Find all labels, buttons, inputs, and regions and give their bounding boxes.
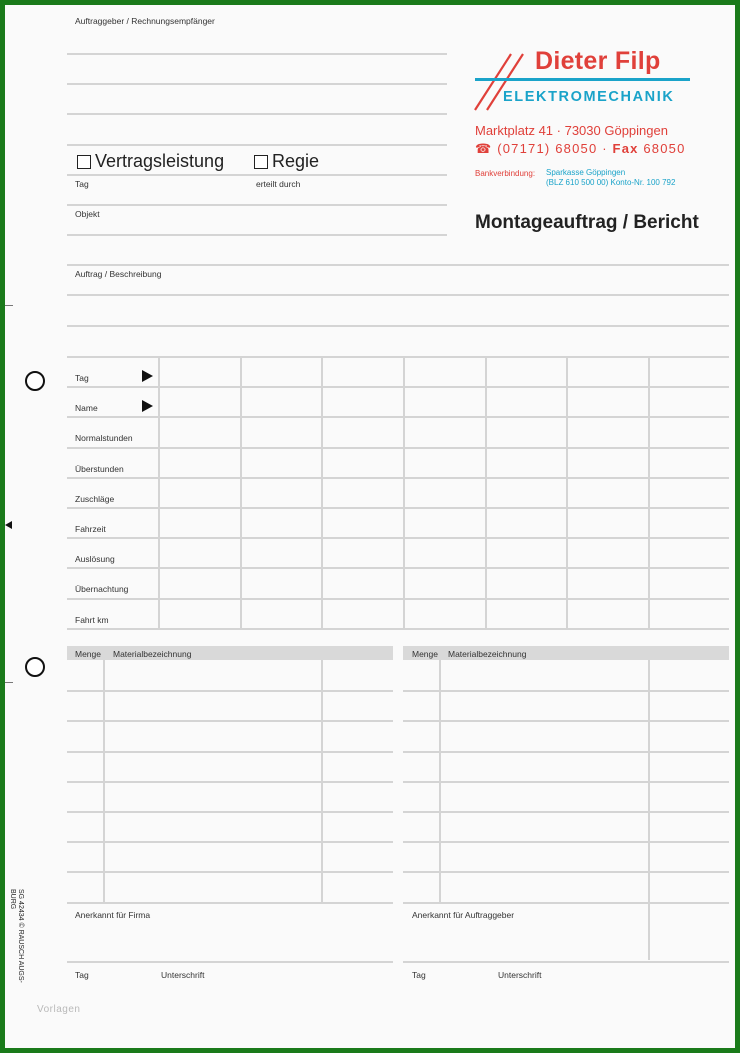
material-left-row[interactable] (67, 813, 393, 840)
time-cell[interactable] (405, 479, 484, 506)
time-cell[interactable] (160, 600, 239, 627)
time-row-label: Übernachtung (75, 584, 129, 594)
material-left-menge: Menge (75, 649, 101, 659)
time-cell[interactable] (568, 569, 647, 596)
time-row-label: Name (75, 403, 98, 413)
time-cell[interactable] (487, 539, 565, 566)
time-cell[interactable] (160, 388, 239, 415)
sign-left-tag: Tag (75, 970, 89, 980)
time-cell[interactable] (160, 509, 239, 536)
sign-left-unterschrift: Unterschrift (161, 970, 205, 980)
time-cell[interactable] (568, 418, 647, 445)
time-cell[interactable] (242, 418, 320, 445)
tag-line (67, 174, 447, 176)
fold-mark-bottom (5, 682, 13, 683)
objekt-top-line (67, 204, 447, 206)
company-name: Dieter Filp (535, 47, 661, 75)
time-cell[interactable] (323, 569, 402, 596)
material-right-row[interactable] (403, 753, 729, 780)
material-right-row[interactable] (403, 843, 729, 870)
material-right-row[interactable] (403, 662, 729, 689)
company-address: Marktplatz 41 · 73030 Göppingen (475, 123, 668, 138)
company-phone: (07171) 68050 (497, 141, 598, 156)
material-right-row[interactable] (403, 722, 729, 749)
time-cell[interactable] (405, 358, 484, 385)
material-hline (403, 902, 729, 904)
time-cell[interactable] (650, 509, 728, 536)
time-cell[interactable] (160, 358, 239, 385)
fold-mark-top (5, 305, 13, 306)
form-title: Montageauftrag / Bericht (475, 212, 699, 233)
punch-hole-bottom (25, 657, 45, 677)
time-cell[interactable] (160, 418, 239, 445)
time-cell[interactable] (650, 569, 728, 596)
material-left-row[interactable] (67, 783, 393, 810)
material-right-bezeichnung: Materialbezeichnung (448, 649, 527, 659)
desc-line-2 (67, 325, 729, 327)
print-code-line-1: SG 42434 © RAUSCH AUGS- (17, 889, 24, 983)
material-left-row[interactable] (67, 692, 393, 719)
time-cell[interactable] (650, 358, 728, 385)
vertragsleistung-checkbox[interactable] (77, 155, 91, 169)
material-right-row[interactable] (403, 692, 729, 719)
company-fax: 68050 (643, 141, 686, 156)
client-line-1 (67, 53, 447, 55)
material-left-bezeichnung: Materialbezeichnung (113, 649, 192, 659)
sign-left-label: Anerkannt für Firma (75, 910, 151, 920)
bank-details: (BLZ 610 500 00) Konto-Nr. 100 792 (546, 178, 676, 187)
vertragsleistung-label: Vertragsleistung (95, 151, 225, 171)
time-cell[interactable] (405, 449, 484, 476)
watermark-text: Vorlagen (37, 1004, 81, 1015)
signature-right-divider (648, 902, 650, 960)
client-line-4 (67, 144, 447, 146)
tag-label: Tag (75, 179, 89, 189)
objekt-label: Objekt (75, 209, 100, 219)
time-cell[interactable] (160, 449, 239, 476)
regie-option[interactable] (254, 151, 319, 172)
material-hline (67, 902, 393, 904)
time-cell[interactable] (650, 418, 728, 445)
time-cell[interactable] (487, 600, 565, 627)
bank-name: Sparkasse Göppingen (546, 168, 626, 177)
sign-left-line (67, 961, 393, 963)
auftrag-label: Auftrag / Beschreibung (75, 269, 162, 279)
time-row-label: Tag (75, 373, 89, 383)
time-cell[interactable] (323, 358, 402, 385)
sign-right-tag: Tag (412, 970, 426, 980)
time-cell[interactable] (568, 358, 647, 385)
time-cell[interactable] (323, 539, 402, 566)
sign-right-unterschrift: Unterschrift (498, 970, 542, 980)
phone-icon: ☎ (475, 141, 493, 156)
time-cell[interactable] (568, 388, 647, 415)
desc-top-line (67, 264, 729, 266)
time-row-label: Fahrt km (75, 615, 109, 625)
material-right-row[interactable] (403, 813, 729, 840)
client-label: Auftraggeber / Rechnungsempfänger (75, 16, 215, 26)
time-cell[interactable] (650, 479, 728, 506)
time-cell[interactable] (323, 449, 402, 476)
company-phone-line: ☎ (07171) 68050 · Fax 68050 (475, 141, 686, 156)
time-row-label: Zuschläge (75, 494, 115, 504)
time-row-label: Fahrzeit (75, 524, 106, 534)
time-cell[interactable] (568, 479, 647, 506)
material-left-row[interactable] (67, 753, 393, 780)
vertragsleistung-option[interactable] (77, 151, 224, 172)
company-subtitle: ELEKTROMECHANIK (503, 89, 675, 105)
logo-blue-bar (475, 78, 690, 81)
time-cell[interactable] (242, 388, 320, 415)
time-cell[interactable] (323, 418, 402, 445)
time-row-label: Überstunden (75, 464, 124, 474)
material-left-row[interactable] (67, 873, 393, 900)
time-table-hline (67, 628, 729, 630)
time-cell[interactable] (242, 600, 320, 627)
time-cell[interactable] (487, 509, 565, 536)
client-line-2 (67, 83, 447, 85)
time-cell[interactable] (160, 539, 239, 566)
time-cell[interactable] (568, 600, 647, 627)
sign-right-line (403, 961, 729, 963)
time-cell[interactable] (650, 449, 728, 476)
time-cell[interactable] (487, 418, 565, 445)
arrow-right-icon (142, 370, 153, 382)
regie-label: Regie (272, 151, 320, 171)
time-cell[interactable] (323, 388, 402, 415)
time-cell[interactable] (242, 509, 320, 536)
material-left-row[interactable] (67, 843, 393, 870)
time-cell[interactable] (405, 600, 484, 627)
time-cell[interactable] (242, 479, 320, 506)
material-left-row[interactable] (67, 662, 393, 689)
time-cell[interactable] (160, 569, 239, 596)
fax-label: Fax (612, 141, 639, 156)
time-cell[interactable] (650, 388, 728, 415)
sign-right-label: Anerkannt für Auftraggeber (412, 910, 515, 920)
time-cell[interactable] (568, 509, 647, 536)
time-cell[interactable] (568, 449, 647, 476)
center-mark-icon (5, 521, 12, 529)
time-cell[interactable] (405, 539, 484, 566)
material-left-row[interactable] (67, 722, 393, 749)
time-cell[interactable] (487, 388, 565, 415)
regie-checkbox[interactable] (254, 155, 268, 169)
time-cell[interactable] (650, 539, 728, 566)
time-cell[interactable] (323, 509, 402, 536)
print-code-line-2: BURG (9, 889, 16, 910)
print-code (8, 889, 24, 983)
time-cell[interactable] (405, 509, 484, 536)
time-cell[interactable] (242, 358, 320, 385)
material-right-row[interactable] (403, 783, 729, 810)
time-cell[interactable] (242, 539, 320, 566)
punch-hole-top (25, 371, 45, 391)
time-cell[interactable] (487, 358, 565, 385)
time-row-label: Normalstunden (75, 433, 133, 443)
bank-label: Bankverbindung: (475, 169, 536, 178)
time-cell[interactable] (323, 600, 402, 627)
material-right-row[interactable] (403, 873, 729, 900)
time-row-label: Auslösung (75, 554, 115, 564)
client-line-3 (67, 113, 447, 115)
time-cell[interactable] (242, 569, 320, 596)
time-cell[interactable] (405, 569, 484, 596)
objekt-line (67, 234, 447, 236)
time-cell[interactable] (323, 479, 402, 506)
time-cell[interactable] (405, 388, 484, 415)
time-cell[interactable] (650, 600, 728, 627)
erteilt-durch-label: erteilt durch (256, 179, 301, 189)
time-cell[interactable] (487, 449, 565, 476)
time-cell[interactable] (405, 418, 484, 445)
time-cell[interactable] (242, 449, 320, 476)
time-cell[interactable] (487, 569, 565, 596)
time-cell[interactable] (487, 479, 565, 506)
time-cell[interactable] (568, 539, 647, 566)
desc-line-1 (67, 294, 729, 296)
material-right-menge: Menge (412, 649, 438, 659)
arrow-right-icon (142, 400, 153, 412)
time-cell[interactable] (160, 479, 239, 506)
